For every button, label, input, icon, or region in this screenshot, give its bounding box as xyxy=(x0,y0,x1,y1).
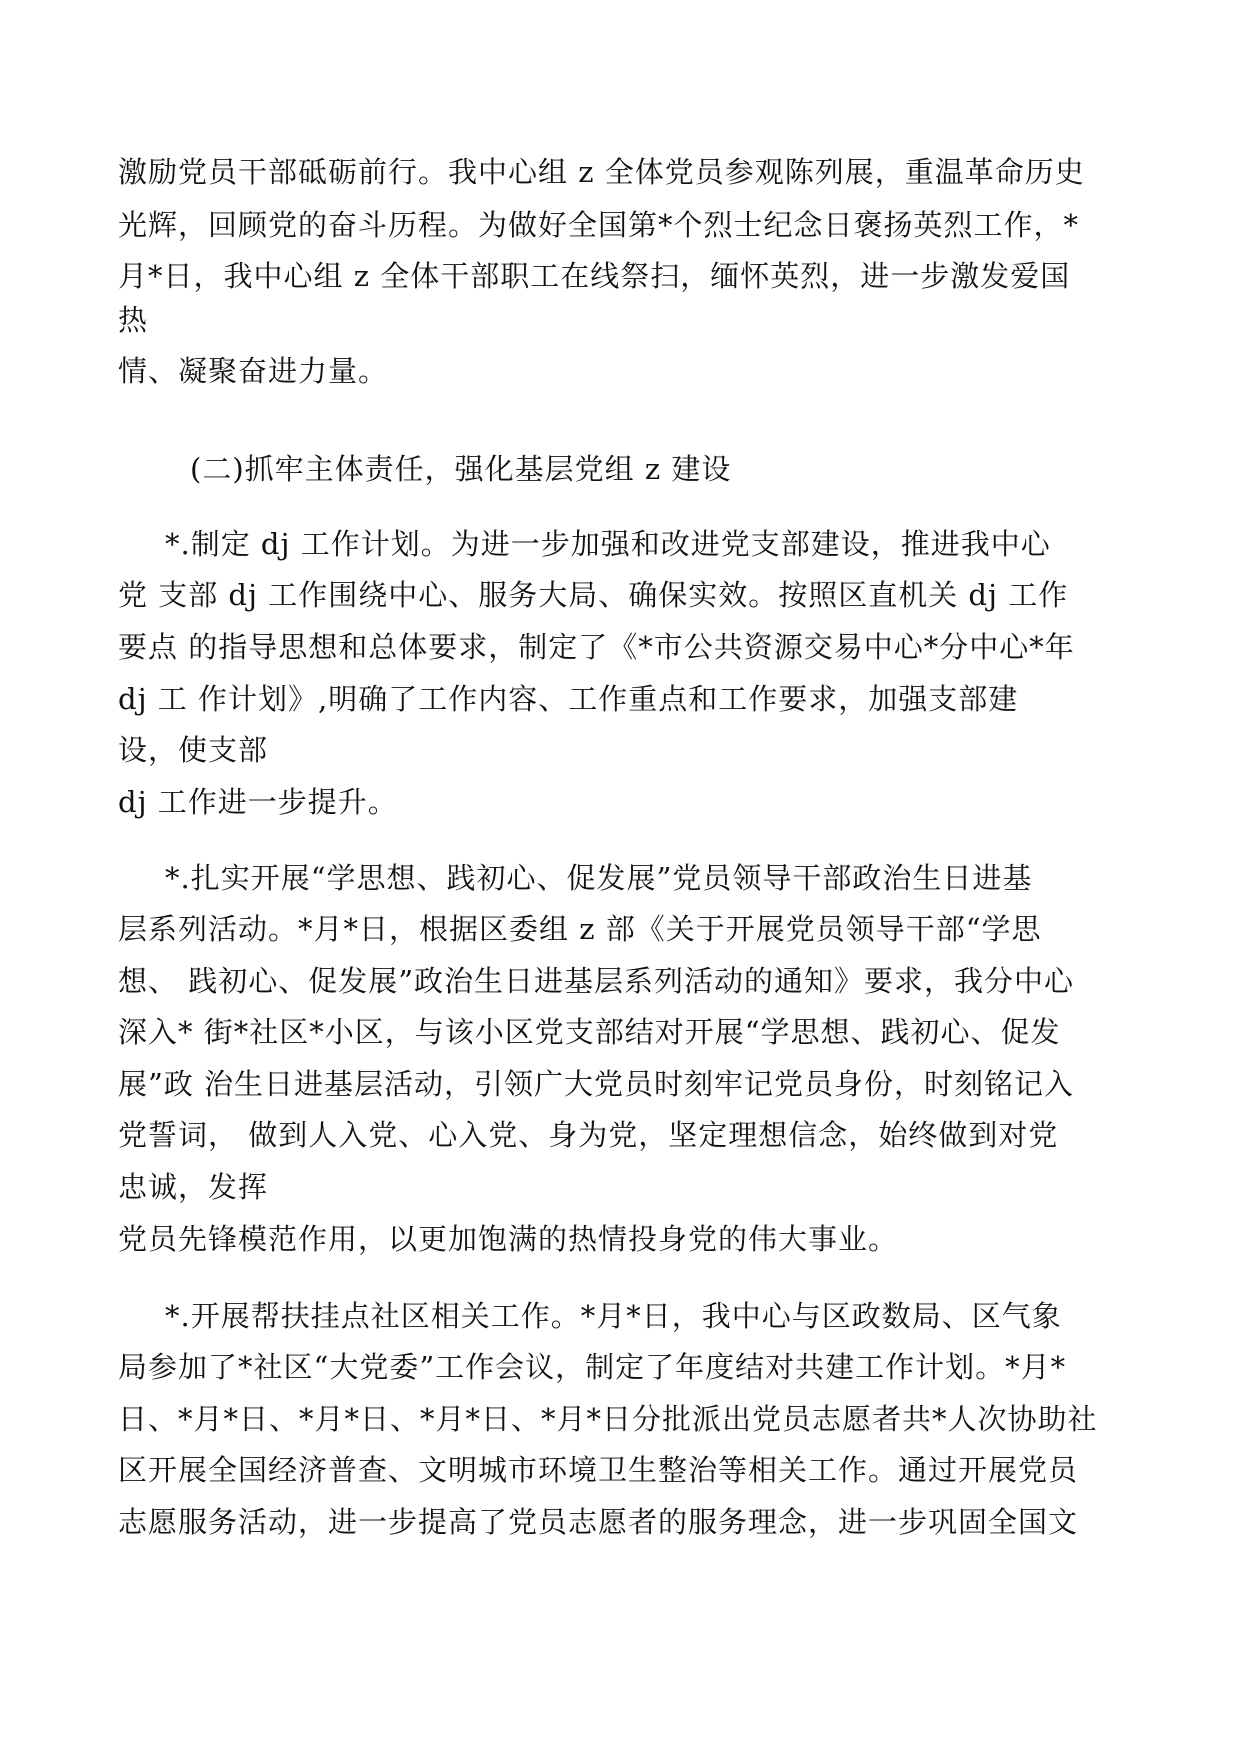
body-text-line: 情、凝聚奋进力量。 xyxy=(118,354,389,388)
body-text-line: 层系列活动。*月*日，根据区委组 z 部《关于开展党员领导干部“学思 xyxy=(118,912,1042,946)
body-text-line: 志愿服务活动，进一步提高了党员志愿者的服务理念，进一步巩固全国文 xyxy=(118,1505,1079,1539)
body-text-line: 要点 的指导思想和总体要求，制定了《*市公共资源交易中心*分中心*年 xyxy=(118,630,1075,664)
body-text-line: 展”政 治生日进基层活动，引领广大党员时刻牢记党员身份，时刻铭记入 xyxy=(118,1067,1075,1101)
body-text-line: dj 工作进一步提升。 xyxy=(118,785,398,819)
body-text-line: 月*日，我中心组 z 全体干部职工在线祭扫，缅怀英烈，进一步激发爱国 xyxy=(118,259,1071,293)
body-text-line: 日、*月*日、*月*日、*月*日、*月*日分批派出党员志愿者共*人次协助社 xyxy=(118,1402,1098,1436)
body-text-line: 党员先锋模范作用，以更加饱满的热情投身党的伟大事业。 xyxy=(118,1222,899,1256)
body-text-line: 党 支部 dj 工作围绕中心、服务大局、确保实效。按照区直机关 dj 工作 xyxy=(118,578,1069,612)
body-text-line: 想、 践初心、促发展”政治生日进基层系列活动的通知》要求，我分中心 xyxy=(118,964,1075,998)
section-heading: (二)抓牢主体责任，强化基层党组 z 建设 xyxy=(190,452,732,486)
body-text-line: 深入* 街*社区*小区，与该小区党支部结对开展“学思想、践初心、促发 xyxy=(118,1015,1061,1049)
body-text-line: 党誓词， 做到人入党、心入党、身为党，坚定理想信念，始终做到对党 xyxy=(118,1118,1059,1152)
body-text-line: 局参加了*社区“大党委”工作会议，制定了年度结对共建工作计划。*月* xyxy=(118,1350,1067,1384)
body-text-line: dj 工 作计划》,明确了工作内容、工作重点和工作要求，加强支部建 xyxy=(118,682,1019,716)
body-text-line: 热 xyxy=(118,303,149,337)
body-text-line: *.扎实开展“学思想、践初心、促发展”党员领导干部政治生日进基 xyxy=(165,861,1033,895)
body-text-line: *.制定 dj 工作计划。为进一步加强和改进党支部建设，推进我中心 xyxy=(165,527,1051,561)
body-text-line: 光辉，回顾党的奋斗历程。为做好全国第*个烈士纪念日褒扬英烈工作，* xyxy=(118,208,1080,242)
body-text-line: *.开展帮扶挂点社区相关工作。*月*日，我中心与区政数局、区气象 xyxy=(165,1299,1062,1333)
body-text-line: 设，使支部 xyxy=(118,733,269,767)
body-text-line: 激励党员干部砥砺前行。我中心组 z 全体党员参观陈列展，重温革命历史 xyxy=(118,155,1085,189)
body-text-line: 忠诚，发挥 xyxy=(118,1170,269,1204)
body-text-line: 区开展全国经济普查、文明城市环境卫生整治等相关工作。通过开展党员 xyxy=(118,1453,1079,1487)
